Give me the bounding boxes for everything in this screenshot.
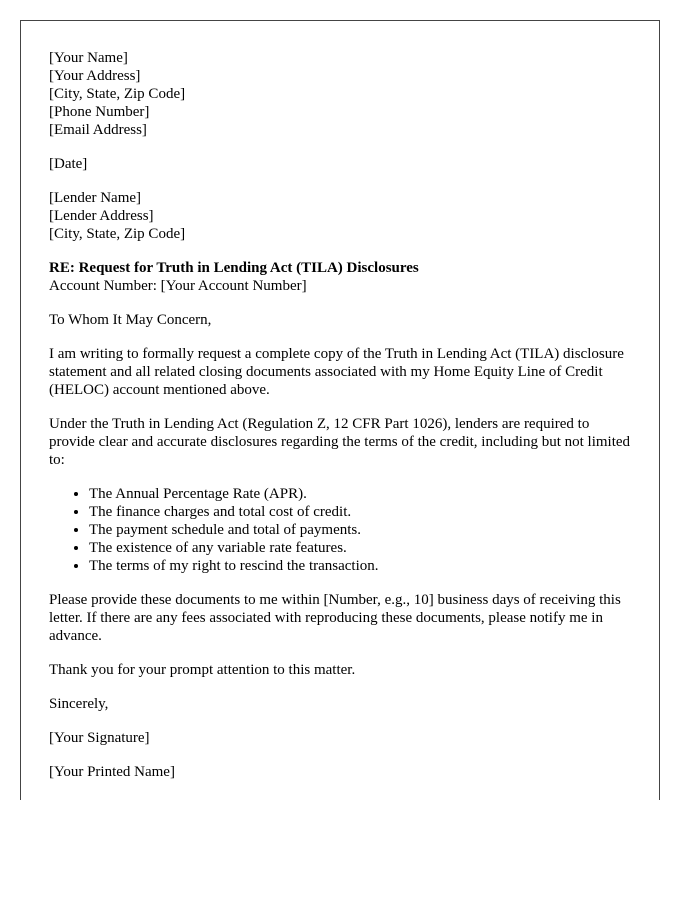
printed-name-placeholder: [Your Printed Name] [49, 764, 175, 780]
sender-address: [Your Address] [49, 68, 141, 84]
sender-city-state-zip: [City, State, Zip Code] [49, 86, 186, 102]
recipient-block [49, 189, 634, 243]
letter-page [20, 20, 660, 800]
sender-phone: [Phone Number] [49, 104, 150, 120]
recipient-name: [Lender Name] [49, 190, 142, 206]
subject-block [49, 259, 634, 295]
disclosure-requirements-list [49, 485, 634, 575]
date-line: [Date] [49, 156, 88, 172]
sender-email: [Email Address] [49, 122, 147, 138]
list-item: • The finance charges and total cost of credit. [89, 503, 634, 521]
account-number-line: Account Number: [Your Account Number] [49, 278, 307, 294]
letter-body [49, 49, 634, 797]
recipient-city-state-zip: [City, State, Zip Code] [49, 226, 186, 242]
thanks-paragraph: Thank you for your prompt attention to this matter. [49, 662, 356, 678]
valediction: Sincerely, [49, 696, 109, 712]
list-item: • The Annual Percentage Rate (APR). [89, 485, 634, 503]
intro-paragraph: I am writing to formally request a complete copy of the Truth in Lending Act (TILA) disclosure statement and all related closing documents associated with my Home Equity Line of Credit (HELOC) account mentioned above. [49, 346, 624, 398]
sender-name: [Your Name] [49, 50, 128, 66]
list-item: • The payment schedule and total of payments. [89, 521, 634, 539]
salutation: To Whom It May Concern, [49, 312, 212, 328]
subject-line: RE: Request for Truth in Lending Act (TILA) Disclosures [49, 260, 419, 276]
signature-placeholder: [Your Signature] [49, 730, 150, 746]
recipient-address: [Lender Address] [49, 208, 154, 224]
deadline-paragraph: Please provide these documents to me within [Number, e.g., 10] business days of receiving this letter. If there are any fees associated with reproducing these documents, please notify me in advance. [49, 592, 621, 644]
list-item: • The terms of my right to rescind the transaction. [89, 557, 634, 575]
regulation-paragraph: Under the Truth in Lending Act (Regulation Z, 12 CFR Part 1026), lenders are required to provide clear and accurate disclosures regarding the terms of the credit, including but not limited to: [49, 416, 631, 468]
list-item: • The existence of any variable rate features. [89, 539, 634, 557]
sender-block [49, 49, 634, 139]
